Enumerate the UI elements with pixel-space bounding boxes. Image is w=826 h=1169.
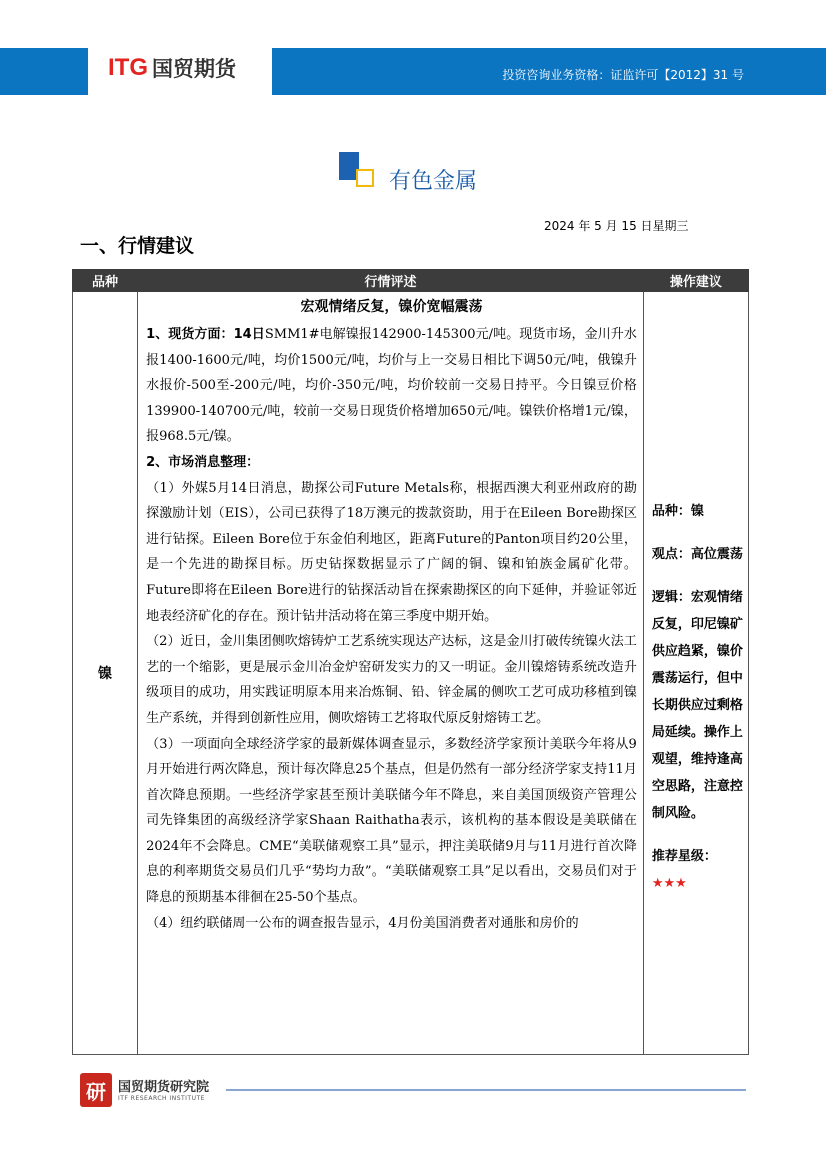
table-header-row (73, 270, 749, 292)
footer-divider (226, 1089, 746, 1091)
license-text: 投资咨询业务资格：证监许可【2012】31 号 (502, 68, 744, 82)
variety-cell: 镍 (73, 292, 138, 1055)
recommendation-table (72, 269, 749, 1055)
page-title: 有色金属 (389, 169, 478, 194)
star-rating-icon: ★★★ (651, 876, 687, 891)
table-row (73, 292, 749, 1055)
footer-institute-name: 国贸期货研究院 (118, 1080, 210, 1095)
logo-itg-text: ITG (108, 54, 148, 81)
spot-lead: 1、现货方面：14日 (146, 327, 265, 342)
header-variety: 品种 (73, 270, 138, 292)
title-box-icon (356, 169, 374, 187)
news-item-4: （4）纽约联储周一公布的调查报告显示，4月份美国消费者对通胀和房价的 (146, 915, 579, 931)
ops-rating (652, 843, 744, 897)
commentary-subheading: 宏观情绪反复，镍价宽幅震荡 (300, 299, 483, 315)
news-item-2: （2）近日，金川集团侧吹熔铸炉工艺系统实现达产达标，这是金川打破传统镍火法工艺的一个缩影，更是展示金川冶金炉窑研发实力的又一明证。金川镍熔铸系统改造升级项目的成功，用实践证明原本用来冶炼铜、铅、锌金属的侧吹工艺可成功移植到镍生产系统，并得到创新性应用，侧吹熔铸工艺将取代原反射熔铸工艺。 (146, 634, 637, 726)
logo-cn-text: 国贸期货 (152, 57, 236, 81)
news-lead: 2、市场消息整理： (146, 454, 260, 470)
commentary-cell (138, 292, 644, 1055)
spot-paragraph (146, 322, 637, 450)
header-operation: 操作建议 (643, 270, 748, 292)
report-date: 2024 年 5 月 15 日星期三 (544, 219, 689, 233)
company-logo (108, 52, 236, 84)
section-heading: 一、行情建议 (80, 235, 195, 257)
header-bar-left (0, 48, 88, 95)
news-item-3: （3）一项面向全球经济学家的最新媒体调查显示，多数经济学家预计美联今年将从9月开始进行两次降息，预计每次降息25个基点，但是仍然有一部分经济学家支持11月首次降息预期。一些经济学家甚至预计美联储今年不降息，来自美国顶级资产管理公司先锋集团的高级经济学家Shaan Raithatha表示，该机构的基本假设是美联储在2024年不会降息。CME“美联储观察工具”显示，押注美联储9月与11月进行首次降息的利率期货交易员们几乎“势均力敌”。“美联储观察工具”足以看出，交易员们对于降息的预期基本徘徊在25-50个基点。 (146, 736, 637, 906)
ops-view: 观点：高位震荡 (651, 547, 743, 562)
footer-institute-en: ITF RESEARCH INSTITUTE (118, 1095, 205, 1102)
rating-label: 推荐星级： (651, 849, 717, 864)
header-commentary: 行情评述 (138, 270, 644, 292)
spot-text: SMM1#电解镍报142900-145300元/吨。现货市场，金川升水报1400-1600元/吨，均价1500元/吨，均价与上一交易日相比下调50元/吨，俄镍升水报价-500至-200元/吨，均价-350元/吨，均价较前一交易日持平。今日镍豆价格139900-140700元/吨，较前一交易日现货价格增加650元/吨。镍铁价格增1元/镍，报968.5元/镍。 (146, 327, 637, 445)
ops-variety: 品种：镍 (651, 504, 704, 519)
ops-logic: 逻辑：宏观情绪反复，印尼镍矿供应趋紧，镍价震荡运行，但中长期供应过剩格局延续。操作上观望，维持逢高空思路，注意控制风险。 (651, 590, 743, 821)
operation-cell (643, 292, 748, 1055)
news-item-1: （1）外媒5月14日消息，勘探公司Future Metals称，根据西澳大利亚州政府的勘探激励计划（EIS），公司已获得了18万澳元的拨款资助，用于在Eileen Bore勘探区进行钻探。Eileen Bore位于东金伯利地区，距离Future的Panton项目约20公里，是一个先进的勘探目标。历史钻探数据显示了广阔的铜、镍和铂族金属矿化带。Future即将在Eileen Bore进行的钻探活动旨在探索勘探区的向下延伸，并验证邻近地表经济矿化的存在。预计钻井活动将在第三季度中期开始。 (146, 480, 637, 624)
research-institute-logo: 研 (80, 1073, 112, 1107)
